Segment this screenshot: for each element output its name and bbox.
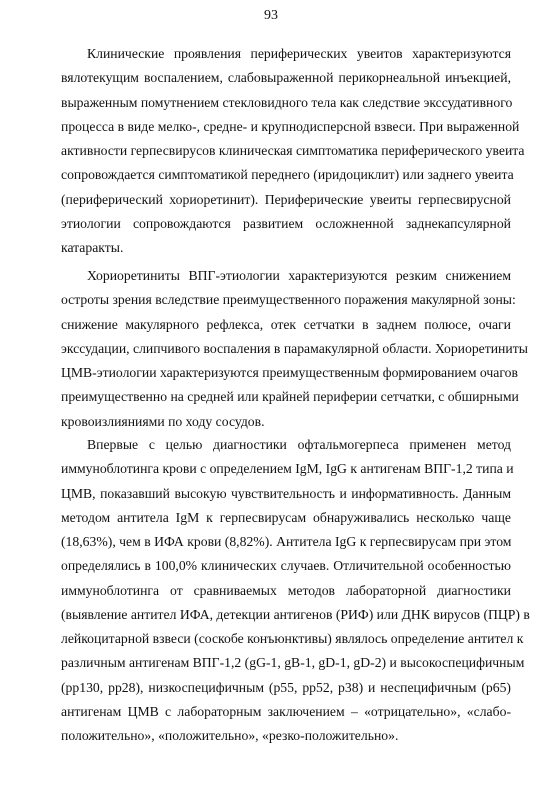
text-line: снижение макулярного рефлекса, отек сетчатки в заднем полюсе, очаги xyxy=(61,316,511,332)
text-line: активности герпесвирусов клиническая симптоматика периферического увеита xyxy=(61,143,525,158)
text-line: выраженным помутнением стекловидного тела как следствие экссудативного xyxy=(61,94,513,110)
text-line: ЦМВ-этиологии характеризуются преимущественным формированием очагов xyxy=(61,365,518,380)
text-line: лейкоцитарной взвеси (соскобе конъюнктивы) являлось определение антител к xyxy=(61,631,524,646)
text-line: сопровождается симптоматикой переднего (иридоциклит) или заднего увеита xyxy=(61,167,514,183)
text-line: Впервые с целью диагностики офтальмогерпеса применен метод xyxy=(87,437,511,452)
text-line: Клинические проявления периферических увеитов характеризуются xyxy=(87,46,511,61)
page-number: 93 xyxy=(264,8,278,23)
text-line: положительно», «положительно», «резко-положительно». xyxy=(61,728,399,743)
text-line: этиологии сопровождаются развитием осложненной заднекапсулярной xyxy=(61,215,511,231)
text-line: остроты зрения вследствие преимущественного поражения макулярной зоны: xyxy=(61,292,516,308)
text-line: различным антигенам ВПГ-1,2 (gG-1, gB-1, gD-1, gD-2) и высокоспецифичным xyxy=(61,655,525,671)
text-line: (pp130, pp28), низкоспецифичным (p55, pp52, p38) и неспецифичным (p65) xyxy=(61,679,511,695)
text-line: Хориоретиниты ВПГ-этиологии характеризуются резким снижением xyxy=(87,268,511,283)
text-line: (периферический хориоретинит). Периферические увеиты герпесвирусной xyxy=(61,191,511,207)
text-line: (18,63%), чем в ИФА крови (8,82%). Антитела IgG к герпесвирусам при этом xyxy=(61,534,512,549)
text-line: методом антитела IgM к герпесвирусам обнаруживались несколько чаще xyxy=(61,509,511,525)
text-line: экссудации, слипчивого воспаления в парамакулярной области. Хориоретиниты xyxy=(61,340,528,356)
text-line: кровоизлияниями по ходу сосудов. xyxy=(61,413,265,429)
text-line: ЦМВ, показавший высокую чувствительность и информативность. Данным xyxy=(61,485,511,501)
text-line: иммуноблотинга от сравниваемых методов лабораторной диагностики xyxy=(61,582,511,598)
text-line: определялись в 100,0% клинических случаев. Отличительной особенностью xyxy=(61,558,511,574)
text-line: (выявление антител ИФА, детекции антигенов (РИФ) или ДНК вирусов (ПЦР) в xyxy=(61,606,530,622)
text-line: антигенам ЦМВ с лабораторным заключением – «отрицательно», «слабо- xyxy=(61,703,511,719)
text-line: иммуноблотинга крови с определением IgM, IgG к антигенам ВПГ-1,2 типа и xyxy=(61,461,514,477)
text-line: вялотекущим воспалением, слабовыраженной перикорнеальной инъекцией, xyxy=(61,70,511,86)
text-line: катаракты. xyxy=(61,240,124,255)
text-line: процесса в виде мелко-, средне- и крупнодисперсной взвеси. При выраженной xyxy=(61,118,520,134)
text-line: преимущественно на средней или крайней периферии сетчатки, с обширными xyxy=(61,389,519,405)
